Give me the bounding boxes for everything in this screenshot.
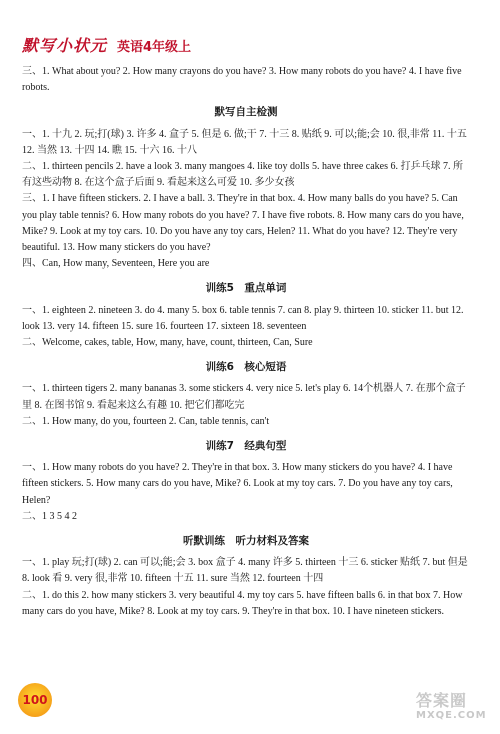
answer-paragraph: 一、1. eighteen 2. nineteen 3. do 4. many 5. box 6. table tennis 7. can 8. play 9. thirteen 10. sticker 11. but 12. look 13. very 14. fifteen 15. sure 16. fourteen 17. sixteen 18. seventeen [22, 304, 464, 332]
answer-paragraph: 一、1. 十九 2. 玩;打(球) 3. 许多 4. 盒子 5. 但是 6. 做;干 7. 十三 8. 贴纸 9. 可以;能;会 10. 很,非常 11. 十五 12. 当然 13. 十四 14. 瞧 15. 十六 16. 十八 [22, 128, 467, 156]
page-header [22, 33, 191, 56]
answer-paragraph: 一、1. play 玩;打(球) 2. can 可以;能;会 3. box 盒子 4. many 许多 5. thirteen 十三 6. sticker 贴纸 7. but 但是 8. look 看 9. very 很,非常 10. fifteen 十五 11. sure 当然 12. fourteen 十四 [22, 557, 468, 585]
page-number: 100 [22, 693, 48, 707]
watermark-top-text: 答案圈 [416, 691, 468, 710]
answer-paragraph: 二、1 3 5 4 2 [22, 510, 77, 522]
answer-paragraph: 四、Can, How many, Seventeen, Here you are [22, 258, 210, 270]
subject-grade-label: 英语4年级上 [117, 40, 192, 55]
answer-paragraph: 一、1. How many robots do you have? 2. They're in that box. 3. How many stickers do you have? 4. I have fifteen stickers. 5. How many cars do you have, Mike? 6. Look at my toy cars. 7. Do you have any toy cars, Helen? [22, 462, 453, 506]
section-heading: 默写自主检测 [214, 106, 278, 119]
answer-paragraph: 二、1. How many, do you, fourteen 2. Can, table tennis, can't [22, 415, 270, 427]
answer-paragraph: 三、1. What about you? 2. How many crayons do you have? 3. How many robots do you have? 4. I have five robots. [22, 66, 462, 94]
brand-logo-text: 默写小状元 [22, 36, 108, 55]
answer-paragraph: 二、1. thirteen pencils 2. have a look 3. many mangoes 4. like toy dolls 5. have three cakes 6. 打乒乓球 7. 所有这些动物 8. 在这个盒子后面 9. 看起来这么可爱 10. 多少女孩 [22, 161, 464, 189]
answer-paragraph: 三、1. I have fifteen stickers. 2. I have a ball. 3. They're in that box. 4. How many balls do you have? 5. Can you play table tennis? 6. How many robots do you have? 7. I have five robots. 8. How many cars do you have, Mike? 9. Look at my toy cars. 10. Do you have any toy cars, Helen? 11. What do you have? 12. They're very beautiful. 13. How many stickers do you have? [22, 193, 464, 254]
section-heading: 训练6 核心短语 [205, 361, 287, 374]
page-number-badge [18, 683, 52, 717]
answer-paragraph: 二、1. do this 2. how many stickers 3. very beautiful 4. my toy cars 5. have fifteen balls 6. in that box 7. How many cars do you have, Mike? 8. Look at my toy cars. 9. They're in that box. 10. I have nineteen stickers. [22, 589, 463, 617]
section-heading: 训练7 经典句型 [205, 440, 287, 453]
answer-paragraph: 一、1. thirteen tigers 2. many bananas 3. some stickers 4. very nice 5. let's play 6. 14个机器人 7. 在那个盒子里 8. 在图书馆 9. 看起来这么有趣 10. 把它们都吃完 [22, 383, 466, 411]
answer-content [22, 64, 470, 620]
section-heading: 听默训练 听力材料及答案 [183, 535, 309, 548]
section-heading: 训练5 重点单词 [205, 282, 287, 295]
watermark-logo [416, 692, 490, 726]
watermark-bottom-text: MXQE.COM [416, 710, 487, 721]
answer-paragraph: 二、Welcome, cakes, table, How, many, have, count, thirteen, Can, Sure [22, 337, 313, 349]
